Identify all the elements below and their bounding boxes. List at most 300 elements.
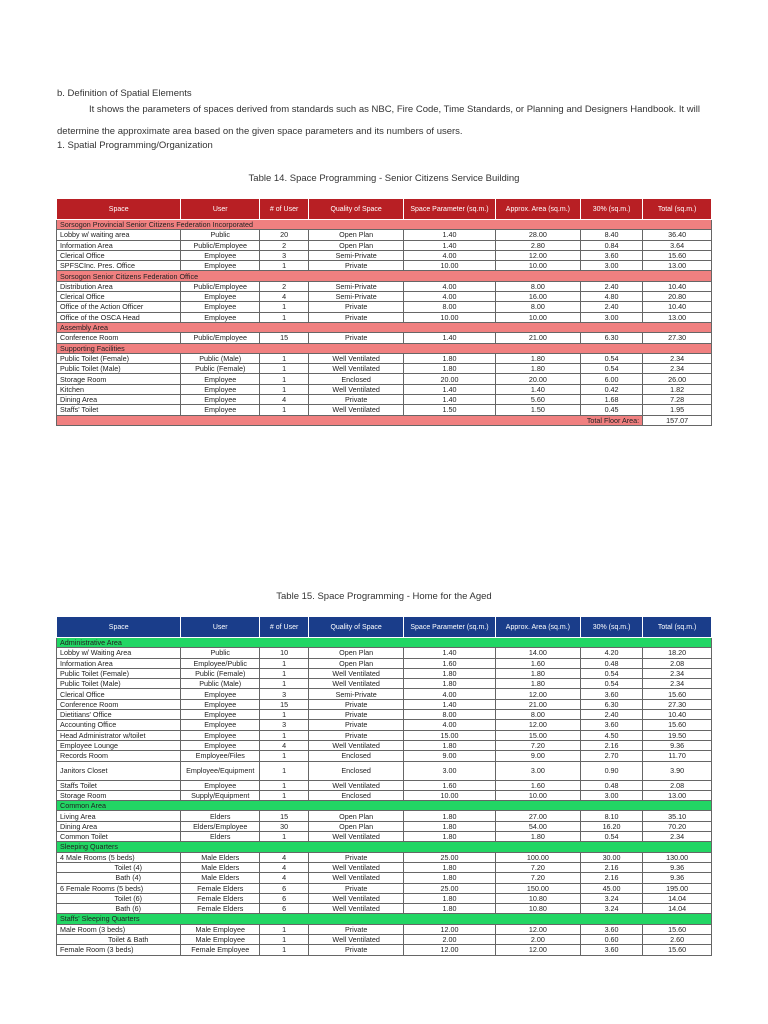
table-cell: 9.36 [643,740,712,750]
table-cell: Lobby w/ waiting area [57,230,181,240]
table-cell: 36.40 [643,230,712,240]
table-row [57,405,712,415]
table-cell: 15 [260,333,309,343]
table-cell: 5.60 [495,395,580,405]
table-cell: Male Employee [181,935,260,945]
table-row [57,230,712,240]
table-cell: Enclosed [309,790,404,800]
table-cell: Private [309,710,404,720]
table-cell: Semi-Private [309,250,404,260]
table-cell: Clerical Office [57,292,181,302]
table-cell: Information Area [57,658,181,668]
table-cell: 13.00 [643,790,712,800]
table-cell: Kitchen [57,384,181,394]
table-row [57,292,712,302]
table-cell: 2.34 [643,353,712,363]
table-cell: Well Ventilated [309,405,404,415]
table-cell: Female Employee [181,945,260,955]
table-cell: 0.54 [580,832,642,842]
table-cell: 27.30 [643,699,712,709]
table-row [57,658,712,668]
table-cell: 4 [260,395,309,405]
table-cell: Dining Area [57,821,181,831]
table-cell: Employee/Files [181,751,260,761]
table-row [57,240,712,250]
table-cell: Private [309,333,404,343]
table-cell: Enclosed [309,761,404,780]
section-title: Sorsogon Senior Citizens Federation Office [57,271,712,281]
table-cell: Semi-Private [309,281,404,291]
table-cell: 0.48 [580,780,642,790]
table-header-row [57,199,712,220]
column-header: User [181,199,260,220]
intro-paragraph: It shows the parameters of spaces derived from standards such as NBC, Fire Code, Time Standards, or Planning and Designers Handbook. It will determine the approximate area based on the given space parameters and its numbers of users. [57,104,700,137]
table-row [57,790,712,800]
column-header: # of User [260,617,309,638]
table-row [57,312,712,322]
table-cell: 2.60 [643,935,712,945]
table-cell: 10.00 [404,312,496,322]
table-row [57,699,712,709]
table-row [57,333,712,343]
table-cell: Clerical Office [57,689,181,699]
table-cell: Elders [181,832,260,842]
table-row [57,780,712,790]
table-cell: 7.20 [495,740,580,750]
table-row [57,852,712,862]
table-cell: 130.00 [643,852,712,862]
section-row [57,914,712,924]
total-value: 157.07 [643,415,712,425]
table-cell: 1 [260,790,309,800]
column-header: Space Parameter (sq.m.) [404,199,496,220]
total-row [57,415,712,425]
section-row [57,801,712,811]
table-cell: 10.00 [495,312,580,322]
table-cell: Semi-Private [309,689,404,699]
table-cell: 1 [260,364,309,374]
table-cell: 9.00 [495,751,580,761]
table-cell: Semi-Private [309,292,404,302]
table-cell: Toilet & Bath [57,935,181,945]
table-cell: 15 [260,811,309,821]
table-cell: Female Elders [181,883,260,893]
table-cell: 1.80 [404,904,496,914]
table-cell: 15.60 [643,720,712,730]
table-row [57,261,712,271]
table-cell: Public (Female) [181,668,260,678]
table-cell: Public (Male) [181,679,260,689]
table-cell: 15.00 [495,730,580,740]
table-cell: Open Plan [309,811,404,821]
table-cell: Male Employee [181,924,260,934]
table-cell: Dining Area [57,395,181,405]
table-cell: SPFSCInc. Pres. Office [57,261,181,271]
table-cell: 1.80 [404,740,496,750]
table-cell: Dietitians' Office [57,710,181,720]
table-cell: 3.24 [580,893,642,903]
table-cell: 1 [260,353,309,363]
table-cell: 10 [260,648,309,658]
table-cell: 14.00 [495,648,580,658]
table-cell: 0.54 [580,668,642,678]
table-cell: 1 [260,710,309,720]
table-cell: 195.00 [643,883,712,893]
table-cell: Well Ventilated [309,740,404,750]
table-cell: Private [309,883,404,893]
table-cell: 4.00 [404,281,496,291]
table-cell: Employee [181,374,260,384]
table-cell: Private [309,945,404,955]
column-header: Space [57,199,181,220]
table-row [57,945,712,955]
table-cell: Well Ventilated [309,384,404,394]
table-cell: 1 [260,780,309,790]
table-cell: Public Toilet (Male) [57,679,181,689]
table-cell: 10.40 [643,281,712,291]
table-cell: 14.04 [643,893,712,903]
table-cell: 35.10 [643,811,712,821]
table-cell: 1 [260,761,309,780]
table-cell: 1.80 [495,353,580,363]
table-cell: 15.60 [643,924,712,934]
table-row [57,364,712,374]
table-cell: 21.00 [495,699,580,709]
table-cell: 3 [260,720,309,730]
column-header: Quality of Space [309,617,404,638]
table-cell: Male Elders [181,862,260,872]
table-row [57,873,712,883]
table-cell: Employee [181,312,260,322]
table-cell: 3.00 [580,312,642,322]
table-cell: 6 [260,883,309,893]
table-row [57,821,712,831]
table-cell: 7.20 [495,862,580,872]
table-cell: Employee [181,261,260,271]
table-cell: Public Toilet (Female) [57,353,181,363]
table-cell: 6.30 [580,699,642,709]
table-cell: 1.40 [404,699,496,709]
table-cell: 3.60 [580,924,642,934]
table-cell: 1.80 [495,679,580,689]
table-cell: 12.00 [495,720,580,730]
table-cell: 6 [260,904,309,914]
table-row [57,353,712,363]
table-cell: 2.08 [643,780,712,790]
table-cell: 45.00 [580,883,642,893]
table-cell: 1.80 [495,364,580,374]
table-cell: Bath (4) [57,873,181,883]
table-row [57,862,712,872]
table-cell: Employee [181,710,260,720]
table-cell: 0.84 [580,240,642,250]
table-cell: Well Ventilated [309,935,404,945]
table-cell: 10.40 [643,710,712,720]
table-row [57,883,712,893]
table-cell: 20 [260,230,309,240]
table-row [57,720,712,730]
table-cell: 1.60 [404,780,496,790]
table-15-space-programming [56,616,712,956]
table-row [57,679,712,689]
table-cell: 15.60 [643,689,712,699]
table-cell: 9.00 [404,751,496,761]
table-cell: Employee/Equipment [181,761,260,780]
table-cell: 1.80 [404,811,496,821]
table-cell: 3 [260,689,309,699]
table-cell: Employee [181,250,260,260]
section-row [57,638,712,648]
table-cell: 1 [260,261,309,271]
table-cell: 2.08 [643,658,712,668]
table-cell: Employee/Public [181,658,260,668]
table-cell: Female Room (3 beds) [57,945,181,955]
table-cell: Well Ventilated [309,893,404,903]
total-label: Total Floor Area: [57,415,643,425]
table-row [57,250,712,260]
table-cell: Employee [181,689,260,699]
table-cell: Storage Room [57,374,181,384]
table-cell: Public/Employee [181,240,260,250]
table-cell: Private [309,312,404,322]
table-cell: 8.00 [495,710,580,720]
table-cell: 4.00 [404,292,496,302]
table-cell: Clerical Office [57,250,181,260]
table-cell: 20.00 [495,374,580,384]
subsection-heading: 1. Spatial Programming/Organization [57,140,213,151]
column-header: Quality of Space [309,199,404,220]
table-cell: 2.40 [580,281,642,291]
table-cell: Open Plan [309,658,404,668]
table-cell: 3.64 [643,240,712,250]
table-row [57,811,712,821]
table-cell: 2.00 [495,935,580,945]
table-cell: Well Ventilated [309,668,404,678]
table-cell: Information Area [57,240,181,250]
table-cell: 1 [260,832,309,842]
column-header: 30% (sq.m.) [580,617,642,638]
table-cell: 6 Female Rooms (5 beds) [57,883,181,893]
table-cell: Staffs Toilet [57,780,181,790]
table-cell: 1.80 [404,364,496,374]
table-cell: 1.40 [404,395,496,405]
table-cell: 12.00 [495,945,580,955]
table-cell: Private [309,924,404,934]
table-cell: Open Plan [309,230,404,240]
table-cell: Public Toilet (Male) [57,364,181,374]
table-cell: 10.00 [404,261,496,271]
table-cell: Private [309,720,404,730]
table-cell: 100.00 [495,852,580,862]
table-cell: 6.00 [580,374,642,384]
table-cell: 1 [260,312,309,322]
table-cell: 27.00 [495,811,580,821]
table-cell: 7.20 [495,873,580,883]
table-cell: 4 [260,292,309,302]
table-cell: 1.60 [404,658,496,668]
table-cell: 0.45 [580,405,642,415]
table-cell: 2.40 [580,302,642,312]
table-cell: 4 [260,862,309,872]
table-cell: 30 [260,821,309,831]
table-row [57,924,712,934]
table-cell: 2 [260,240,309,250]
column-header: 30% (sq.m.) [580,199,642,220]
table-cell: 8.00 [404,302,496,312]
table-cell: 2.34 [643,364,712,374]
table-cell: 3.00 [404,761,496,780]
table-cell: Private [309,302,404,312]
table-cell: Male Room (3 beds) [57,924,181,934]
table-cell: 1.60 [495,780,580,790]
table-cell: Elders/Employee [181,821,260,831]
table-cell: Well Ventilated [309,873,404,883]
table-cell: 3.00 [495,761,580,780]
table-cell: Living Area [57,811,181,821]
table-cell: 12.00 [495,924,580,934]
table-cell: Employee [181,405,260,415]
table-cell: Enclosed [309,751,404,761]
table-cell: 10.00 [404,790,496,800]
column-header: Approx. Area (sq.m.) [495,617,580,638]
table-cell: 8.00 [495,302,580,312]
table-cell: Office of the Action Officer [57,302,181,312]
table-cell: 4.00 [404,720,496,730]
table-cell: 1.50 [404,405,496,415]
table-cell: 3.90 [643,761,712,780]
table-cell: 2.80 [495,240,580,250]
table-cell: 4 [260,740,309,750]
table-cell: Private [309,395,404,405]
table-cell: 1.80 [404,873,496,883]
table-cell: 16.00 [495,292,580,302]
table-row [57,730,712,740]
table-cell: 1 [260,935,309,945]
section-row [57,842,712,852]
table-cell: 3 [260,250,309,260]
table-cell: 1 [260,384,309,394]
column-header: Total (sq.m.) [643,199,712,220]
table-15-caption: Table 15. Space Programming - Home for the Aged [276,591,492,602]
table-cell: 3.60 [580,250,642,260]
table-cell: 0.54 [580,364,642,374]
table-cell: Female Elders [181,904,260,914]
table-cell: 21.00 [495,333,580,343]
table-cell: 15 [260,699,309,709]
table-cell: Common Toilet [57,832,181,842]
table-row [57,302,712,312]
table-cell: Supply/Equipment [181,790,260,800]
table-cell: 1.40 [495,384,580,394]
table-cell: Employee [181,292,260,302]
table-cell: 26.00 [643,374,712,384]
table-cell: Male Elders [181,873,260,883]
table-cell: Well Ventilated [309,904,404,914]
table-cell: Employee [181,720,260,730]
column-header: Approx. Area (sq.m.) [495,199,580,220]
table-cell: Well Ventilated [309,364,404,374]
table-cell: 2.34 [643,832,712,842]
table-cell: Employee [181,780,260,790]
table-cell: Open Plan [309,648,404,658]
table-cell: 11.70 [643,751,712,761]
table-cell: Elders [181,811,260,821]
table-cell: 2.00 [404,935,496,945]
table-cell: 1 [260,924,309,934]
table-cell: 3.00 [580,790,642,800]
table-cell: 8.00 [404,710,496,720]
table-row [57,904,712,914]
table-row [57,648,712,658]
table-cell: 14.04 [643,904,712,914]
table-cell: 6 [260,893,309,903]
table-cell: 1.80 [404,821,496,831]
table-cell: Employee [181,302,260,312]
table-cell: 1.80 [404,353,496,363]
table-header-row [57,617,712,638]
table-cell: 0.90 [580,761,642,780]
table-cell: 1.60 [495,658,580,668]
table-cell: Enclosed [309,374,404,384]
table-cell: Open Plan [309,821,404,831]
table-cell: 1.82 [643,384,712,394]
table-cell: 1.80 [404,862,496,872]
table-cell: Janitors Closet [57,761,181,780]
table-cell: 8.40 [580,230,642,240]
table-cell: 9.36 [643,873,712,883]
section-row [57,220,712,230]
table-cell: Public [181,230,260,240]
table-cell: 0.54 [580,679,642,689]
table-cell: 30.00 [580,852,642,862]
table-cell: Well Ventilated [309,780,404,790]
table-cell: 2.40 [580,710,642,720]
table-cell: Private [309,261,404,271]
table-cell: 27.30 [643,333,712,343]
table-cell: 2.16 [580,862,642,872]
table-cell: 1 [260,679,309,689]
section-title: Supporting Facilities [57,343,712,353]
table-cell: 10.40 [643,302,712,312]
table-cell: 3.24 [580,904,642,914]
table-cell: 3.60 [580,945,642,955]
table-cell: 6.30 [580,333,642,343]
section-row [57,343,712,353]
table-cell: 10.00 [495,790,580,800]
table-cell: 4.80 [580,292,642,302]
table-cell: Well Ventilated [309,832,404,842]
section-row [57,271,712,281]
table-cell: 4.20 [580,648,642,658]
table-cell: 13.00 [643,312,712,322]
table-row [57,761,712,780]
table-cell: Accounting Office [57,720,181,730]
section-title: Assembly Area [57,322,712,332]
table-row [57,935,712,945]
table-cell: 12.00 [404,924,496,934]
table-cell: 10.80 [495,893,580,903]
table-cell: 1.80 [404,893,496,903]
column-header: Space [57,617,181,638]
table-cell: 1 [260,730,309,740]
table-row [57,384,712,394]
table-cell: 1.40 [404,648,496,658]
table-cell: Public (Female) [181,364,260,374]
table-cell: 2.34 [643,668,712,678]
table-14-space-programming [56,198,712,426]
table-cell: 2.16 [580,873,642,883]
table-cell: Public [181,648,260,658]
